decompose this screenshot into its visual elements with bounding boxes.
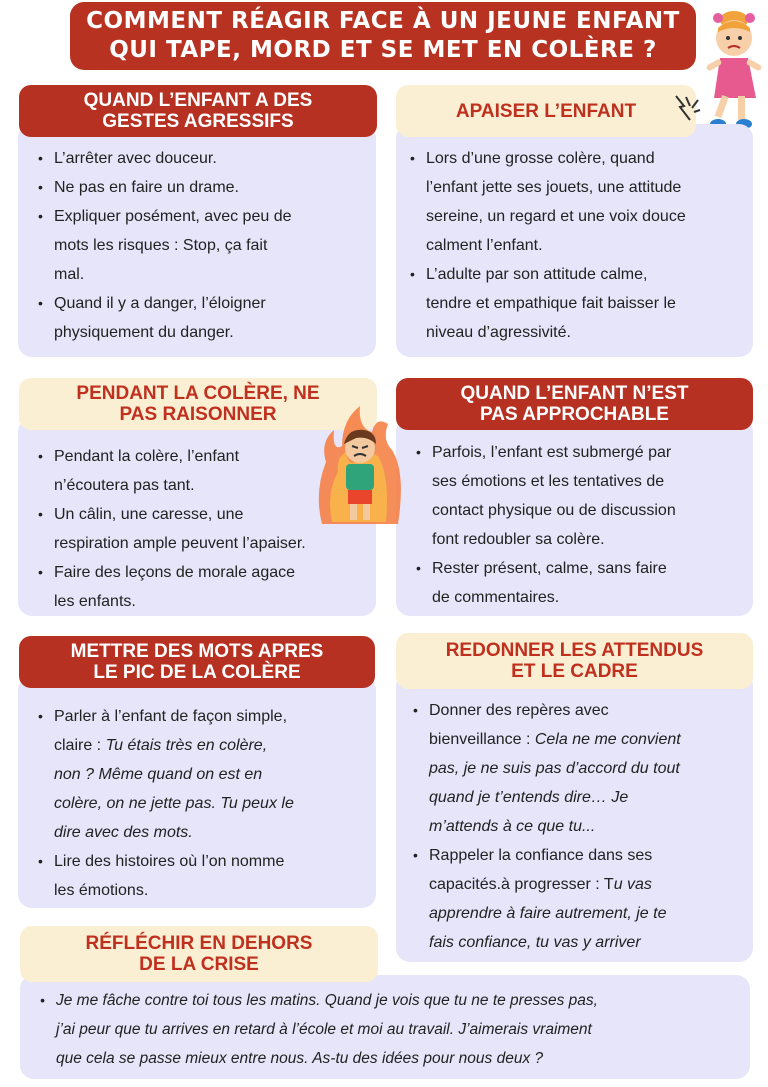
list-reflechir [38, 986, 750, 1073]
list-item: • Donner des repères avec bienveillance : Cela ne me convient pas, je ne suis pas d’accord du tout quand je t’entends dire… Je m’attends à ce que tu... [411, 696, 751, 841]
angry-boy-illustration [312, 402, 408, 530]
heading-apaiser-line1: APAISER L’ENFANT [455, 100, 637, 122]
heading-mettre-des-mots [19, 636, 375, 688]
heading-pendant-line2: PAS RAISONNER [119, 404, 277, 425]
angry-girl-illustration [696, 6, 768, 140]
heading-redonner-attendus [396, 633, 753, 689]
heading-mots-line2: LE PIC DE LA COLÈRE [93, 662, 301, 683]
list-item: • Quand il y a danger, l’éloigner physiquement du danger. [36, 289, 366, 347]
heading-gestes-line1: QUAND L’ENFANT A DES [83, 90, 313, 111]
heading-pendant-line1: PENDANT LA COLÈRE, NE [76, 383, 320, 404]
list-item: • L’arrêter avec douceur. [36, 144, 366, 173]
heading-attendus-line2: ET LE CADRE [511, 661, 638, 682]
list-item: • Rappeler la confiance dans ses capacités.à progresser : Tu vas apprendre à faire autrement, je te fais confiance, tu vas y arriver [411, 841, 751, 957]
list-item: • Expliquer posément, avec peu de mots les risques : Stop, ça fait mal. [36, 202, 366, 289]
list-item: • Pendant la colère, l’enfant n’écoutera pas tant. [36, 442, 366, 500]
list-gestes-agressifs [36, 144, 366, 347]
heading-apaiser [396, 85, 696, 137]
list-pas-approchable [414, 438, 750, 612]
list-item: • L’adulte par son attitude calme, tendre et empathique fait baisser le niveau d’agressivité. [408, 260, 748, 347]
heading-approchable-line2: PAS APPROCHABLE [480, 404, 669, 425]
list-item: • Lors d’une grosse colère, quand l’enfant jette ses jouets, une attitude sereine, un regard et une voix douce calment l’enfant. [408, 144, 748, 260]
list-item: • Ne pas en faire un drame. [36, 173, 366, 202]
heading-approchable-line1: QUAND L’ENFANT N’EST [460, 383, 689, 404]
list-mettre-des-mots [36, 702, 372, 905]
title-line-2: QUI TAPE, MORD ET SE MET EN COLÈRE ? [109, 37, 657, 63]
list-item: • Lire des histoires où l’on nomme les émotions. [36, 847, 372, 905]
heading-gestes-agressifs [19, 85, 377, 137]
list-item: • Parfois, l’enfant est submergé par ses émotions et les tentatives de contact physique ou de discussion font redoubler sa colère. [414, 438, 750, 554]
list-apaiser [408, 144, 748, 347]
title-line-1: COMMENT RÉAGIR FACE À UN JEUNE ENFANT [86, 8, 680, 34]
heading-gestes-line2: GESTES AGRESSIFS [102, 111, 294, 132]
list-item: • Rester présent, calme, sans faire de commentaires. [414, 554, 750, 612]
heading-reflechir-line1: RÉFLÉCHIR EN DEHORS [85, 933, 313, 954]
list-item: • Je me fâche contre toi tous les matins. Quand je vois que tu ne te presses pas, j’ai peur que tu arrives en retard à l’école et moi au travail. J’aimerais vraiment que cela se passe mieux entre nous. As-tu des idées pour nous deux ? [38, 986, 750, 1073]
heading-reflechir [20, 926, 378, 982]
list-item: • Parler à l’enfant de façon simple, claire : Tu étais très en colère, non ? Même quand on est en colère, on ne jette pas. Tu peux le dire avec des mots. [36, 702, 372, 847]
heading-mots-line1: METTRE DES MOTS APRES [70, 641, 324, 662]
heading-pas-approchable [396, 378, 753, 430]
heading-attendus-line1: REDONNER LES ATTENDUS [445, 640, 704, 661]
list-item: • Un câlin, une caresse, une respiration ample peuvent l’apaiser. [36, 500, 366, 558]
heading-reflechir-line2: DE LA CRISE [139, 954, 259, 975]
list-item: • Faire des leçons de morale agace les enfants. [36, 558, 366, 616]
anger-spark-icon [672, 94, 704, 124]
title-banner [70, 2, 696, 70]
list-redonner-attendus [411, 696, 751, 957]
